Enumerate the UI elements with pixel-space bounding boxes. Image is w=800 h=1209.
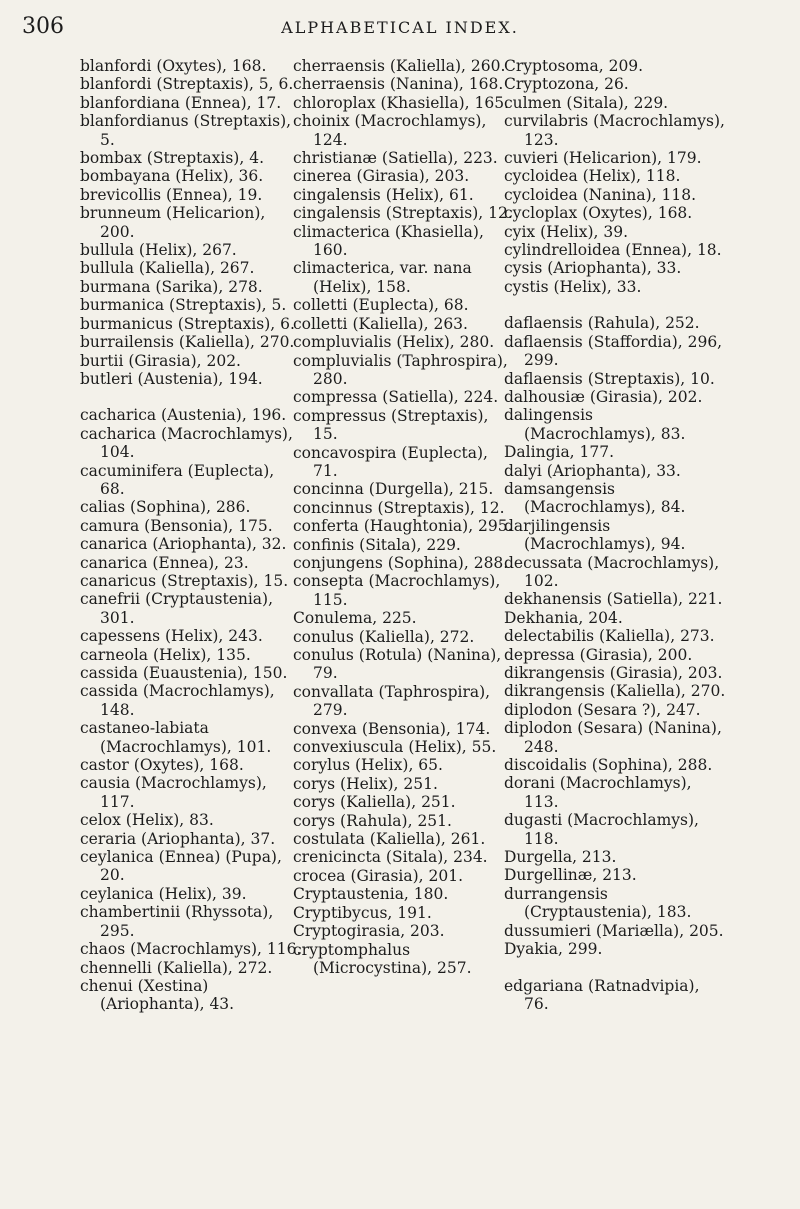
index-entry: chenui (Xestina) (Ariophanta), 43. — [80, 976, 235, 1014]
index-entry: consepta (Macrochlamys), 115. — [293, 572, 501, 609]
index-entry: Dekhania, 204. — [504, 608, 623, 627]
index-entry: compressus (Streptaxis), 15. — [293, 406, 489, 444]
index-entry: decussata (Macrochlamys), 102. — [504, 553, 720, 590]
index-entry: ceraria (Ariophanta), 37. — [80, 829, 276, 848]
index-entry: cycloidea (Nanina), 118. — [504, 185, 697, 204]
index-entry: climacterica (Khasiella), 160. — [293, 222, 484, 260]
index-entry: concinnus (Streptaxis), 12. — [293, 498, 505, 517]
index-entry: blanfordiana (Ennea), 17. — [80, 93, 282, 112]
index-entry: cyix (Helix), 39. — [504, 222, 629, 241]
index-entry: corylus (Helix), 65. — [293, 756, 443, 775]
index-entry: burtii (Girasia), 202. — [80, 351, 241, 370]
index-entry: Cryptozona, 26. — [504, 75, 629, 94]
index-entry: costulata (Kaliella), 261. — [293, 830, 486, 849]
index-entry: damsangensis (Macrochlamys), 84. — [504, 479, 686, 517]
index-entry: diplodon (Sesara) (Nanina), 248. — [504, 719, 722, 756]
index-entry: conjungens (Sophina), 288. — [293, 553, 509, 572]
index-entry: dorani (Macrochlamys), 113. — [504, 774, 692, 811]
index-entry: cysis (Ariophanta), 33. — [504, 259, 682, 278]
index-entry: dikrangensis (Kaliella), 270. — [504, 682, 726, 701]
index-entry: cacharica (Austenia), 196. — [80, 406, 287, 425]
index-entry: climacterica, var. nana (Helix), 158. — [293, 259, 472, 296]
index-entry: crenicincta (Sitala), 234. — [293, 848, 488, 867]
index-entry: edgariana (Ratnadvipia), 76. — [504, 976, 700, 1013]
index-entry: discoidalis (Sophina), 288. — [504, 756, 713, 775]
index-entry: darjilingensis (Macrochlamys), 94. — [504, 516, 686, 554]
index-columns — [80, 57, 790, 1199]
index-entry: chloroplax (Khasiella), 165. — [293, 93, 509, 112]
index-entry: christianæ (Satiella), 223. — [293, 149, 498, 168]
index-column-3 — [504, 57, 726, 1013]
index-entry: conferta (Haughtonia), 295. — [293, 517, 513, 536]
index-entry: cinerea (Girasia), 203. — [293, 167, 470, 186]
index-entry: Cryptaustenia, 180. — [293, 885, 449, 904]
index-entry: capessens (Helix), 243. — [80, 627, 263, 646]
index-entry: cherraensis (Nanina), 168. — [293, 75, 504, 94]
index-entry: cacuminifera (Euplecta), 68. — [80, 461, 275, 498]
running-head: ALPHABETICAL INDEX. — [281, 18, 519, 37]
index-entry: camura (Bensonia), 175. — [80, 516, 273, 535]
index-entry: burmanicus (Streptaxis), 6. — [80, 314, 295, 333]
index-entry: causia (Macrochlamys), 117. — [80, 774, 267, 811]
index-entry: burmanica (Streptaxis), 5. — [80, 296, 287, 315]
index-entry: corys (Helix), 251. — [293, 774, 438, 793]
index-entry: colletti (Kaliella), 263. — [293, 314, 468, 333]
index-entry: blanfordi (Streptaxis), 5, 6. — [80, 75, 294, 94]
index-entry: Cryptibycus, 191. — [293, 903, 432, 922]
index-entry: cryptomphalus (Microcystina), 257. — [293, 940, 472, 977]
index-entry: blanfordianus (Streptaxis), 5. — [80, 112, 292, 149]
index-entry: compluvialis (Helix), 280. — [293, 333, 495, 352]
index-entry: dalhousiæ (Girasia), 202. — [504, 387, 703, 406]
index-entry: Durgella, 213. — [504, 848, 617, 867]
index-entry: daflaensis (Streptaxis), 10. — [504, 369, 715, 388]
index-entry: crocea (Girasia), 201. — [293, 866, 464, 885]
index-entry: canarica (Ennea), 23. — [80, 553, 249, 572]
index-entry: canefrii (Cryptaustenia), 301. — [80, 590, 274, 627]
index-entry: conulus (Kaliella), 272. — [293, 627, 475, 646]
index-entry: dikrangensis (Girasia), 203. — [504, 664, 723, 682]
index-entry: confinis (Sitala), 229. — [293, 535, 461, 554]
index-column-2 — [293, 57, 515, 977]
index-entry: cycloplax (Oxytes), 168. — [504, 204, 693, 223]
index-entry: delectabilis (Kaliella), 273. — [504, 627, 715, 646]
index-entry: daflaensis (Staffordia), 296, 299. — [504, 332, 723, 370]
index-entry: conulus (Rotula) (Nanina), 79. — [293, 646, 502, 683]
index-entry: cacharica (Macrochlamys), 104. — [80, 424, 293, 462]
index-entry: dalyi (Ariophanta), 33. — [504, 461, 681, 480]
index-entry: convexa (Bensonia), 174. — [293, 719, 491, 738]
index-entry: colletti (Euplecta), 68. — [293, 296, 469, 315]
index-entry: castor (Oxytes), 168. — [80, 756, 244, 775]
index-entry: corys (Kaliella), 251. — [293, 793, 456, 812]
index-entry: castaneo-labiata (Macrochlamys), 101. — [80, 719, 272, 756]
index-column-1 — [80, 57, 302, 1014]
index-entry: canaricus (Streptaxis), 15. — [80, 571, 289, 590]
index-entry: diplodon (Sesara ?), 247. — [504, 700, 701, 719]
index-entry: cingalensis (Helix), 61. — [293, 185, 474, 204]
index-entry: cassida (Macrochlamys), 148. — [80, 682, 275, 719]
index-entry: dalingensis (Macrochlamys), 83. — [504, 406, 686, 443]
index-entry: ceylanica (Helix), 39. — [80, 884, 247, 903]
index-entry: butleri (Austenia), 194. — [80, 369, 263, 388]
index-entry: curvilabris (Macrochlamys), 123. — [504, 112, 725, 149]
index-entry: burmana (Sarika), 278. — [80, 277, 263, 296]
index-entry: compressa (Satiella), 224. — [293, 388, 499, 407]
index-entry: Dalingia, 177. — [504, 443, 615, 462]
index-entry: choinix (Macrochlamys), 124. — [293, 112, 487, 149]
index-entry: blanfordi (Oxytes), 168. — [80, 57, 267, 75]
index-entry: cystis (Helix), 33. — [504, 277, 642, 296]
index-entry: bombayana (Helix), 36. — [80, 167, 264, 186]
index-entry: carneola (Helix), 135. — [80, 645, 251, 664]
index-entry: depressa (Girasia), 200. — [504, 645, 693, 664]
index-entry: brunneum (Helicarion), 200. — [80, 204, 266, 241]
index-entry: corys (Rahula), 251. — [293, 811, 452, 830]
index-entry: bullula (Kaliella), 267. — [80, 259, 255, 278]
index-entry: durrangensis (Cryptaustenia), 183. — [504, 884, 692, 922]
index-entry: Conulema, 225. — [293, 609, 417, 628]
page-number: 306 — [22, 14, 64, 39]
index-entry: convallata (Taphrospira), 279. — [293, 682, 491, 720]
index-entry: Dyakia, 299. — [504, 940, 603, 959]
index-entry: concinna (Durgella), 215. — [293, 480, 494, 499]
index-entry: ceylanica (Ennea) (Pupa), 20. — [80, 848, 282, 885]
index-entry: cuvieri (Helicarion), 179. — [504, 149, 702, 168]
index-entry: Cryptogirasia, 203. — [293, 922, 445, 941]
index-entry: cingalensis (Streptaxis), 12. — [293, 204, 513, 223]
index-entry: cherraensis (Kaliella), 260. — [293, 57, 506, 75]
index-entry: brevicollis (Ennea), 19. — [80, 185, 263, 204]
index-entry: burrailensis (Kaliella), 270. — [80, 333, 295, 352]
index-entry: concavospira (Euplecta), 71. — [293, 443, 488, 480]
index-entry: cassida (Euaustenia), 150. — [80, 664, 288, 682]
index-entry: dugasti (Macrochlamys), 118. — [504, 811, 699, 848]
index-entry: celox (Helix), 83. — [80, 811, 214, 830]
index-entry: calias (Sophina), 286. — [80, 498, 251, 517]
index-entry: bullula (Helix), 267. — [80, 241, 237, 260]
index-entry: daflaensis (Rahula), 252. — [504, 314, 700, 333]
index-entry: Durgellinæ, 213. — [504, 866, 637, 885]
index-entry: dussumieri (Mariælla), 205. — [504, 921, 724, 940]
index-entry: chambertinii (Rhyssota), 295. — [80, 903, 274, 940]
index-entry: canarica (Ariophanta), 32. — [80, 535, 287, 554]
index-entry: dekhanensis (Satiella), 221. — [504, 590, 723, 609]
index-entry: culmen (Sitala), 229. — [504, 93, 669, 112]
index-entry: cycloidea (Helix), 118. — [504, 167, 681, 186]
index-entry: chennelli (Kaliella), 272. — [80, 958, 273, 977]
index-entry: bombax (Streptaxis), 4. — [80, 149, 264, 168]
index-entry: compluvialis (Taphrospira), 280. — [293, 351, 508, 388]
index-entry: cylindrelloidea (Ennea), 18. — [504, 241, 722, 260]
index-entry: convexiuscula (Helix), 55. — [293, 738, 497, 757]
index-entry: Cryptosoma, 209. — [504, 57, 644, 75]
index-entry: chaos (Macrochlamys), 116. — [80, 940, 302, 959]
